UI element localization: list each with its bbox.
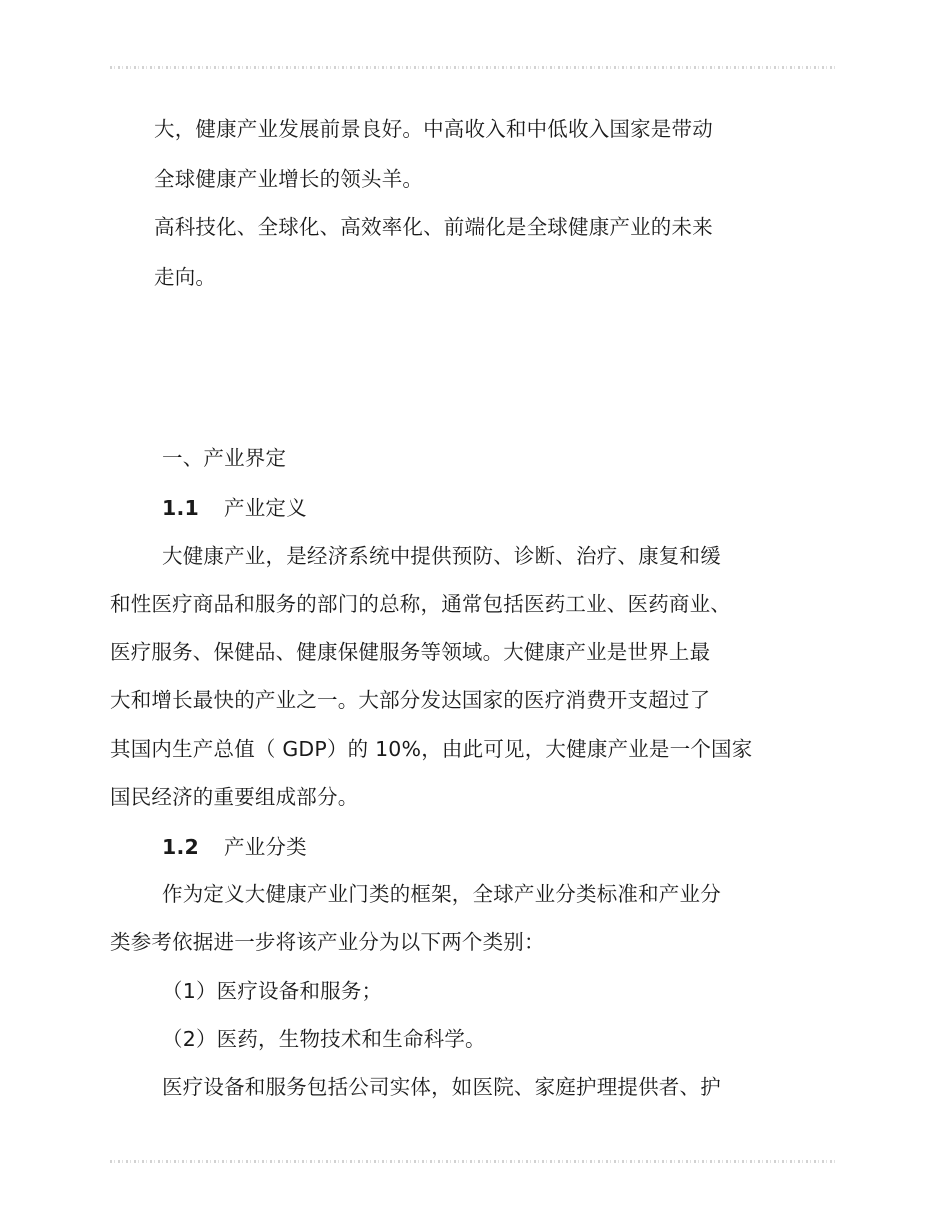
definition-line-3: 医疗服务、保健品、健康保健服务等领域。大健康产业是世界上最 (110, 640, 711, 664)
footer-scan-artifact (110, 1160, 838, 1163)
section-1-title: 一、产业界定 (162, 446, 287, 470)
definition-line-1: 大健康产业，是经济系统中提供预防、诊断、治疗、康复和缓 (162, 544, 721, 568)
definition-line-5: 其国内生产总值（ GDP）的 10%，由此可见，大健康产业是一个国家 (110, 737, 753, 761)
intro-line-1: 大，健康产业发展前景良好。中高收入和中低收入国家是带动 (154, 117, 713, 141)
intro-line-2: 全球健康产业增长的领头羊。 (154, 167, 424, 191)
subsection-1-1-title: 产业定义 (224, 496, 307, 520)
subsection-1-2-title: 产业分类 (224, 835, 307, 859)
definition-line-2: 和性医疗商品和服务的部门的总称，通常包括医药工业、医药商业、 (110, 592, 731, 616)
list-item-1: （1）医疗设备和服务； (162, 979, 383, 1003)
classification-line-1: 作为定义大健康产业门类的框架，全球产业分类标准和产业分 (162, 882, 721, 906)
subsection-1-1-number: 1.1 (162, 496, 199, 520)
definition-line-6: 国民经济的重要组成部分。 (110, 785, 359, 809)
subsection-1-1-heading (162, 495, 307, 521)
subsection-1-2-heading (162, 834, 307, 860)
classification-after-line: 医疗设备和服务包括公司实体，如医院、家庭护理提供者、护 (162, 1075, 721, 1099)
definition-line-4: 大和增长最快的产业之一。大部分发达国家的医疗消费开支超过了 (110, 688, 711, 712)
list-item-2: （2）医药，生物技术和生命科学。 (162, 1027, 486, 1051)
subsection-1-2-number: 1.2 (162, 835, 199, 859)
classification-line-2: 类参考依据进一步将该产业分为以下两个类别： (110, 930, 545, 954)
intro-line-3: 高科技化、全球化、高效率化、前端化是全球健康产业的未来 (154, 215, 713, 239)
header-scan-artifact (110, 66, 838, 69)
intro-line-4: 走向。 (154, 265, 217, 289)
